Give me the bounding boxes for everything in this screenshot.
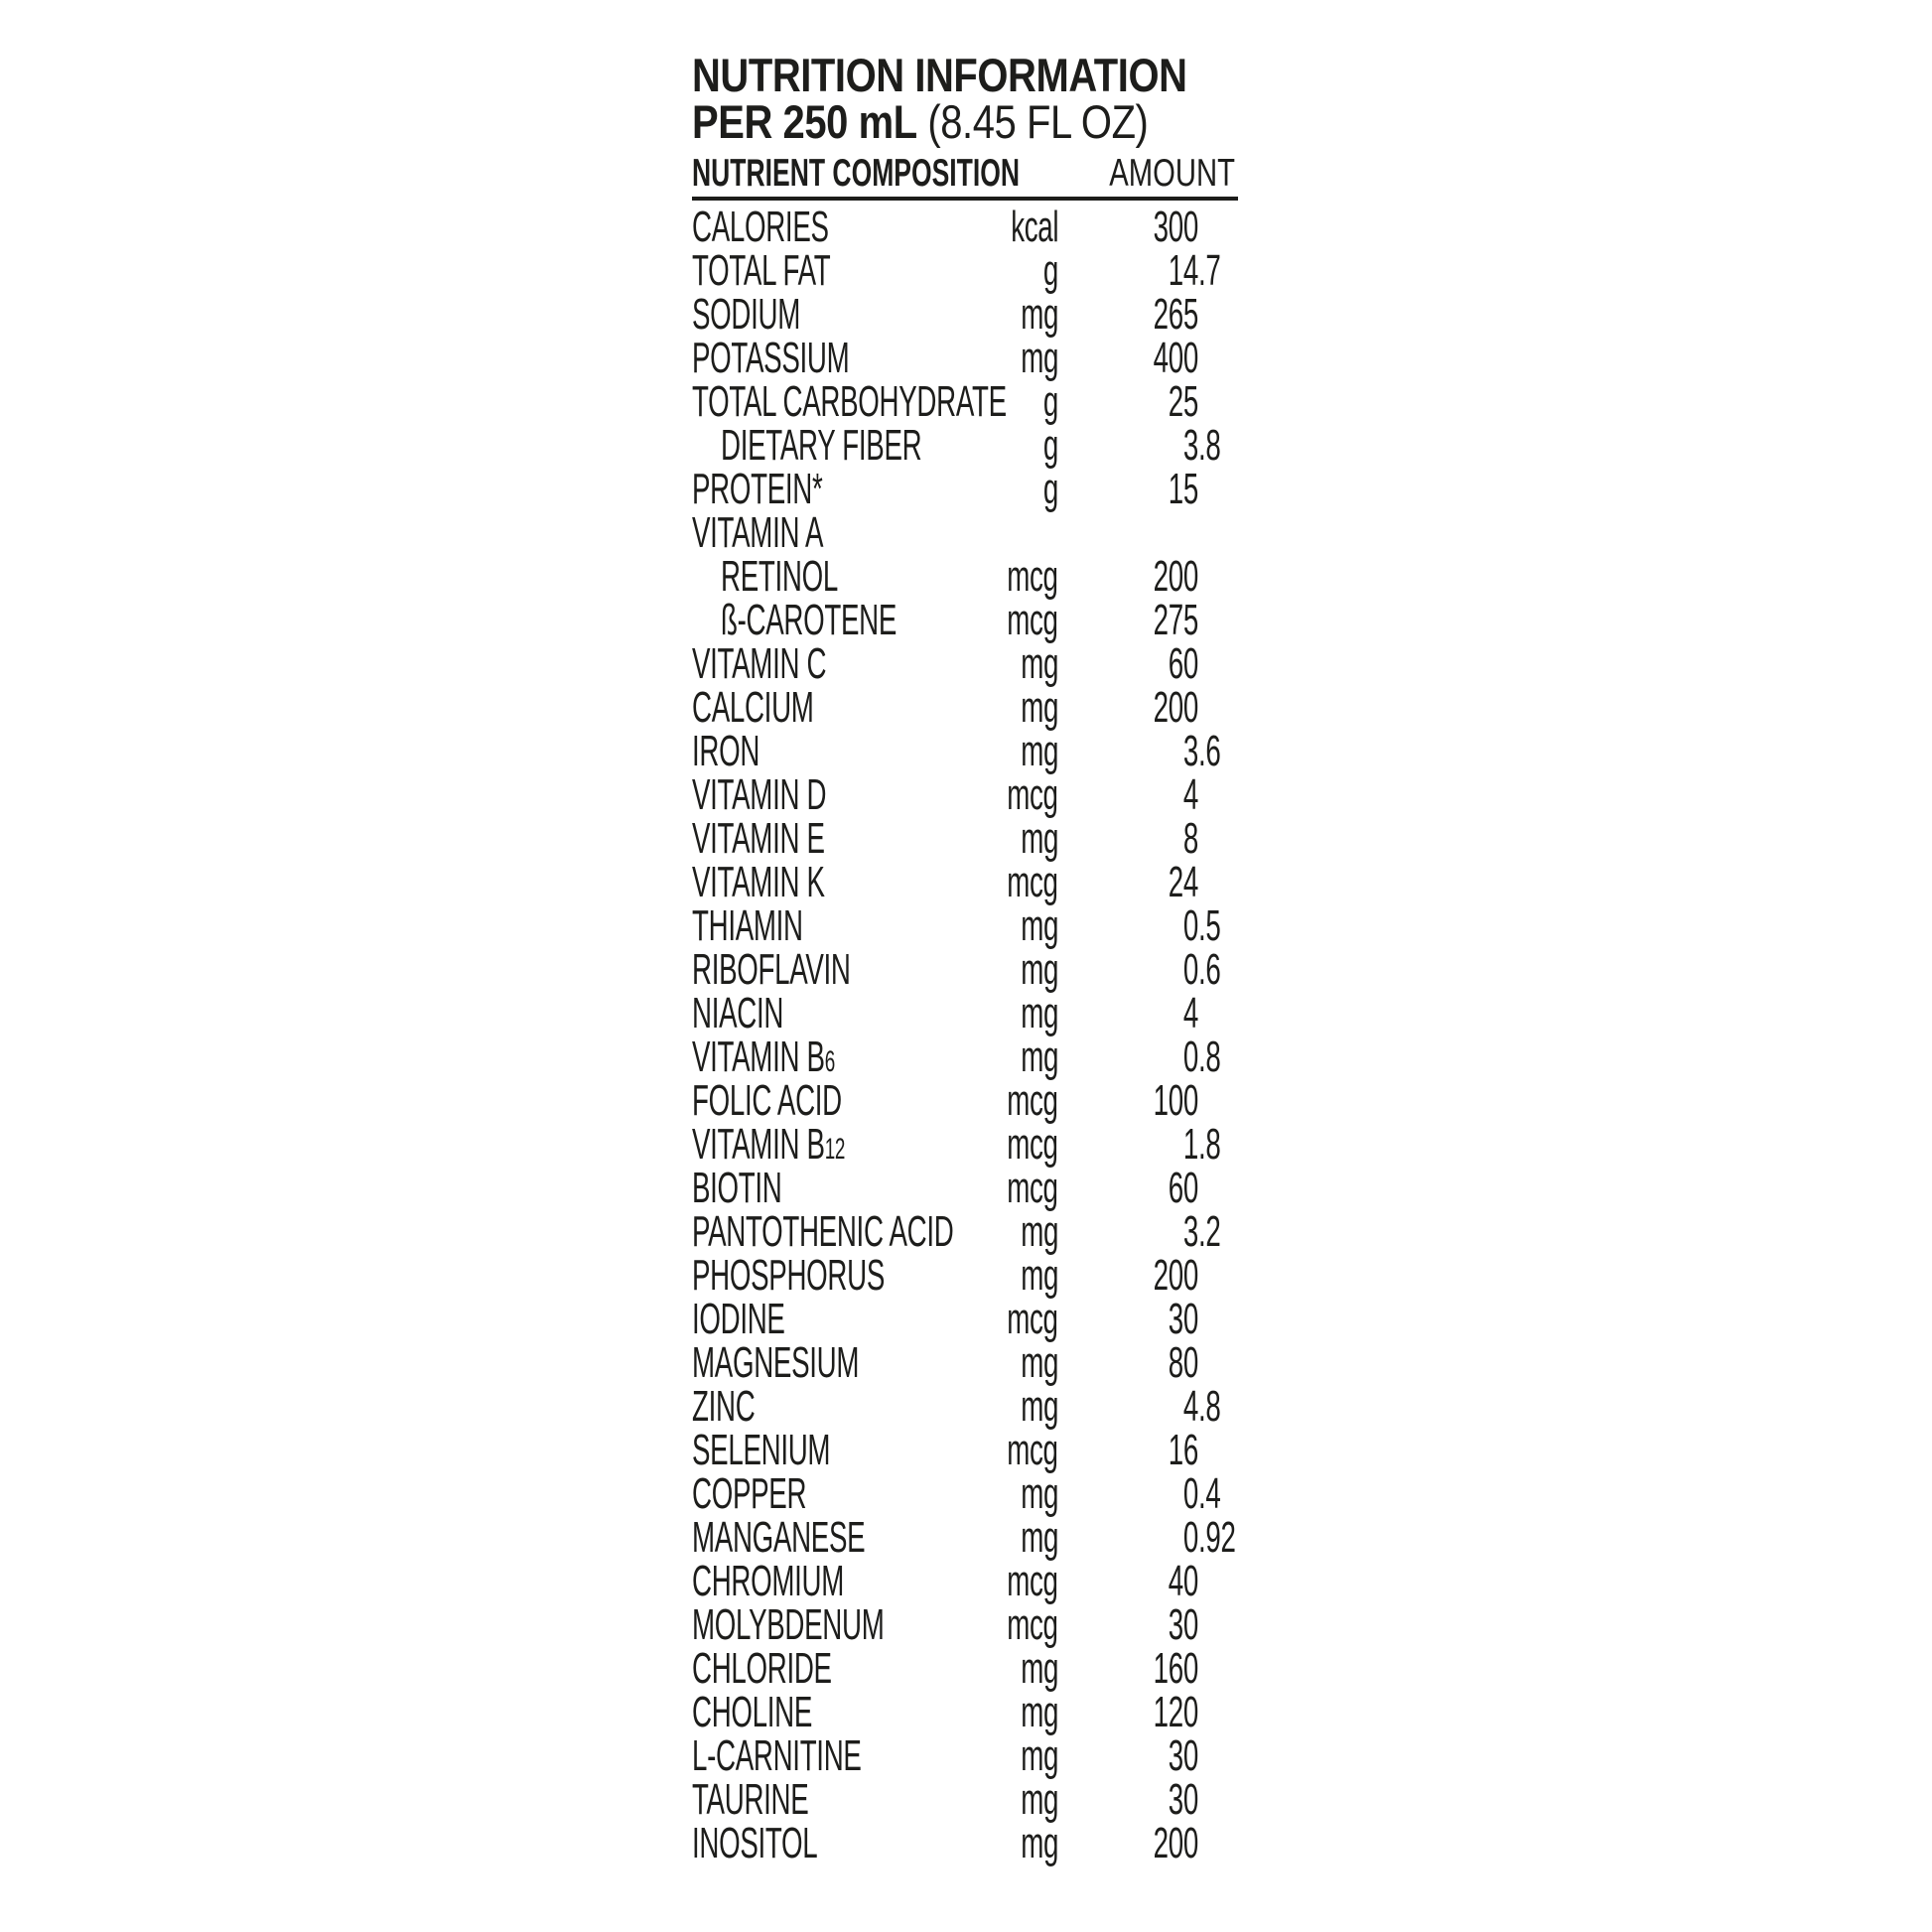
nutrient-amount: 0 xyxy=(1182,1033,1198,1081)
nutrient-unit: mg xyxy=(1021,901,1058,950)
nutrient-name: SODIUM xyxy=(692,290,800,339)
nutrient-unit: mg xyxy=(1021,945,1058,994)
nutrient-unit: mcg xyxy=(1007,552,1058,601)
table-row xyxy=(692,1076,1238,1125)
nutrient-unit: mcg xyxy=(1007,596,1058,644)
nutrient-unit: mg xyxy=(1021,814,1058,863)
nutrient-amount-decimal: .92 xyxy=(1198,1513,1236,1562)
nutrient-unit: g xyxy=(1042,421,1058,470)
nutrient-amount: 200 xyxy=(1153,683,1198,732)
nutrient-name: PROTEIN* xyxy=(692,465,823,513)
nutrient-name: TAURINE xyxy=(692,1775,809,1824)
table-row xyxy=(692,246,1238,295)
nutrient-amount: 40 xyxy=(1168,1557,1198,1605)
nutrient-name: THIAMIN xyxy=(692,901,803,950)
nutrient-amount: 300 xyxy=(1153,203,1198,251)
nutrient-amount: 60 xyxy=(1168,639,1198,688)
nutrient-name-subscript: 6 xyxy=(824,1045,835,1078)
serving-size-floz: (8.45 FL OZ) xyxy=(916,95,1149,148)
table-row xyxy=(692,727,1238,775)
nutrient-unit: mg xyxy=(1021,1382,1058,1431)
nutrient-amount: 3 xyxy=(1182,727,1198,775)
table-row xyxy=(692,508,1238,557)
nutrient-unit: mg xyxy=(1021,1688,1058,1736)
nutrient-unit: mg xyxy=(1021,1775,1058,1824)
nutrient-amount: 4 xyxy=(1182,1382,1198,1431)
nutrient-amount-decimal: .8 xyxy=(1198,1033,1221,1081)
nutrient-amount: 200 xyxy=(1153,1251,1198,1300)
nutrient-name: PANTOTHENIC ACID xyxy=(692,1207,954,1256)
nutrient-unit: mg xyxy=(1021,683,1058,732)
nutrient-name: TOTAL FAT xyxy=(692,246,831,295)
nutrient-amount: 30 xyxy=(1168,1600,1198,1649)
nutrient-amount: 265 xyxy=(1153,290,1198,339)
table-row xyxy=(692,421,1238,470)
table-row xyxy=(692,1775,1238,1824)
nutrient-unit: mg xyxy=(1021,1819,1058,1867)
table-row xyxy=(692,1731,1238,1780)
nutrient-name: MANGANESE xyxy=(692,1513,866,1562)
table-row xyxy=(692,1120,1238,1169)
nutrient-amount-decimal: .4 xyxy=(1198,1469,1221,1518)
nutrient-amount: 4 xyxy=(1182,770,1198,819)
table-row xyxy=(692,1251,1238,1300)
nutrition-label xyxy=(692,0,1240,1932)
nutrient-amount: 16 xyxy=(1168,1426,1198,1474)
table-row xyxy=(692,989,1238,1037)
nutrient-amount: 4 xyxy=(1182,989,1198,1037)
nutrient-name: ß-CAROTENE xyxy=(721,596,897,644)
nutrient-amount: 0 xyxy=(1182,901,1198,950)
nutrient-amount-decimal: .8 xyxy=(1198,1120,1221,1169)
nutrient-unit: mg xyxy=(1021,1513,1058,1562)
nutrient-unit: mg xyxy=(1021,1033,1058,1081)
table-row xyxy=(692,858,1238,906)
table-row xyxy=(692,377,1238,426)
table-row xyxy=(692,1600,1238,1649)
nutrient-unit: mg xyxy=(1021,989,1058,1037)
nutrient-name: VITAMIN A xyxy=(692,508,824,557)
nutrient-name: MAGNESIUM xyxy=(692,1338,860,1387)
nutrient-unit: mcg xyxy=(1007,1426,1058,1474)
nutrient-amount: 3 xyxy=(1182,1207,1198,1256)
table-row xyxy=(692,1035,1238,1079)
nutrient-name: BIOTIN xyxy=(692,1164,782,1212)
nutrient-name: CHOLINE xyxy=(692,1688,813,1736)
table-row xyxy=(692,1469,1238,1518)
nutrient-name: PHOSPHORUS xyxy=(692,1251,886,1300)
nutrient-amount: 25 xyxy=(1168,377,1198,426)
nutrient-unit: mg xyxy=(1021,1251,1058,1300)
nutrient-amount-decimal: .2 xyxy=(1198,1207,1221,1256)
nutrient-name: DIETARY FIBER xyxy=(721,421,922,470)
nutrient-name: RETINOL xyxy=(721,552,838,601)
nutrient-amount: 8 xyxy=(1182,814,1198,863)
nutrient-amount-decimal: .6 xyxy=(1198,727,1221,775)
nutrient-unit: mcg xyxy=(1007,770,1058,819)
nutrient-name: RIBOFLAVIN xyxy=(692,945,851,994)
nutrient-amount: 120 xyxy=(1153,1688,1198,1736)
nutrient-name: VITAMIN E xyxy=(692,814,825,863)
nutrient-name: COPPER xyxy=(692,1469,807,1518)
nutrient-name: VITAMIN B6 xyxy=(692,1033,835,1081)
nutrient-unit: mg xyxy=(1021,1731,1058,1780)
nutrient-amount: 0 xyxy=(1182,1513,1198,1562)
column-header-amount: AMOUNT xyxy=(1109,152,1235,195)
nutrient-name: CALCIUM xyxy=(692,683,814,732)
nutrient-amount: 24 xyxy=(1168,858,1198,906)
table-row xyxy=(692,1819,1238,1867)
header-rule xyxy=(692,197,1238,201)
nutrient-unit: mcg xyxy=(1007,1076,1058,1125)
table-row xyxy=(692,1164,1238,1212)
nutrient-name: CALORIES xyxy=(692,203,829,251)
nutrient-unit: mg xyxy=(1021,1338,1058,1387)
nutrient-amount: 100 xyxy=(1153,1076,1198,1125)
nutrient-unit: mcg xyxy=(1007,1120,1058,1169)
nutrient-name: VITAMIN C xyxy=(692,639,827,688)
nutrient-unit: mg xyxy=(1021,1207,1058,1256)
nutrient-name: ZINC xyxy=(692,1382,756,1431)
nutrient-amount: 0 xyxy=(1182,945,1198,994)
table-row xyxy=(692,1513,1238,1562)
nutrient-amount: 200 xyxy=(1153,552,1198,601)
nutrient-unit: mg xyxy=(1021,1469,1058,1518)
nutrient-unit: mg xyxy=(1021,639,1058,688)
nutrient-amount-decimal: .8 xyxy=(1198,1382,1221,1431)
nutrient-name: CHLORIDE xyxy=(692,1644,832,1693)
nutrient-amount: 30 xyxy=(1168,1775,1198,1824)
nutrient-amount: 275 xyxy=(1153,596,1198,644)
table-row xyxy=(692,945,1238,994)
nutrient-unit: mcg xyxy=(1007,858,1058,906)
nutrient-amount: 400 xyxy=(1153,334,1198,382)
nutrient-name: TOTAL CARBOHYDRATE xyxy=(692,377,1007,426)
nutrient-unit: g xyxy=(1042,246,1058,295)
nutrient-amount: 3 xyxy=(1182,421,1198,470)
nutrient-amount: 15 xyxy=(1168,465,1198,513)
nutrient-unit: mcg xyxy=(1007,1600,1058,1649)
nutrient-unit: g xyxy=(1042,465,1058,513)
table-row xyxy=(692,290,1238,339)
table-row xyxy=(692,1338,1238,1387)
nutrient-amount: 30 xyxy=(1168,1731,1198,1780)
nutrient-amount: 1 xyxy=(1182,1120,1198,1169)
nutrient-name: VITAMIN K xyxy=(692,858,825,906)
nutrient-amount-decimal: .6 xyxy=(1198,945,1221,994)
nutrient-name: MOLYBDENUM xyxy=(692,1600,885,1649)
table-row xyxy=(692,465,1238,513)
table-row xyxy=(692,1557,1238,1605)
nutrient-unit: mg xyxy=(1021,1644,1058,1693)
table-row xyxy=(692,1688,1238,1736)
nutrient-amount: 30 xyxy=(1168,1295,1198,1343)
serving-size-line xyxy=(692,95,1149,148)
nutrient-amount: 14 xyxy=(1168,246,1198,295)
table-row xyxy=(692,552,1238,601)
serving-size-bold: PER 250 mL xyxy=(692,95,917,148)
nutrient-unit: mg xyxy=(1021,334,1058,382)
nutrient-name: NIACIN xyxy=(692,989,784,1037)
table-row xyxy=(692,901,1238,950)
nutrient-unit: mcg xyxy=(1007,1295,1058,1343)
table-row xyxy=(692,639,1238,688)
nutrient-amount: 60 xyxy=(1168,1164,1198,1212)
nutrient-amount: 200 xyxy=(1153,1819,1198,1867)
nutrient-name: FOLIC ACID xyxy=(692,1076,842,1125)
nutrient-unit: mcg xyxy=(1007,1164,1058,1212)
nutrient-name: INOSITOL xyxy=(692,1819,818,1867)
nutrient-name: CHROMIUM xyxy=(692,1557,845,1605)
nutrient-unit: mcg xyxy=(1007,1557,1058,1605)
nutrition-table xyxy=(692,203,1238,1867)
nutrient-name-subscript: 12 xyxy=(824,1133,846,1166)
table-row xyxy=(692,203,1238,251)
table-row xyxy=(692,814,1238,863)
table-row xyxy=(692,1426,1238,1474)
nutrient-name: SELENIUM xyxy=(692,1426,831,1474)
nutrient-name: IODINE xyxy=(692,1295,785,1343)
nutrient-amount-decimal: .8 xyxy=(1198,421,1221,470)
nutrient-unit: g xyxy=(1042,377,1058,426)
nutrition-title: NUTRITION INFORMATION xyxy=(692,49,1187,101)
table-row xyxy=(692,1382,1238,1431)
nutrient-name: POTASSIUM xyxy=(692,334,850,382)
nutrient-amount: 0 xyxy=(1182,1469,1198,1518)
nutrient-name: VITAMIN B12 xyxy=(692,1120,846,1169)
table-row xyxy=(692,334,1238,382)
nutrient-name: VITAMIN D xyxy=(692,770,827,819)
nutrient-amount: 160 xyxy=(1153,1644,1198,1693)
table-row xyxy=(692,596,1238,644)
nutrient-unit: mg xyxy=(1021,727,1058,775)
table-row xyxy=(692,1207,1238,1256)
nutrient-amount-decimal: .7 xyxy=(1198,246,1221,295)
nutrient-name: IRON xyxy=(692,727,760,775)
nutrient-amount: 80 xyxy=(1168,1338,1198,1387)
column-header-nutrient: NUTRIENT COMPOSITION xyxy=(692,152,1021,195)
table-row xyxy=(692,770,1238,819)
nutrient-unit: kcal xyxy=(1010,203,1058,251)
nutrient-unit: mg xyxy=(1021,290,1058,339)
nutrient-name: L-CARNITINE xyxy=(692,1731,862,1780)
table-row xyxy=(692,1295,1238,1343)
table-row xyxy=(692,683,1238,732)
table-row xyxy=(692,1644,1238,1693)
nutrient-amount-decimal: .5 xyxy=(1198,901,1221,950)
